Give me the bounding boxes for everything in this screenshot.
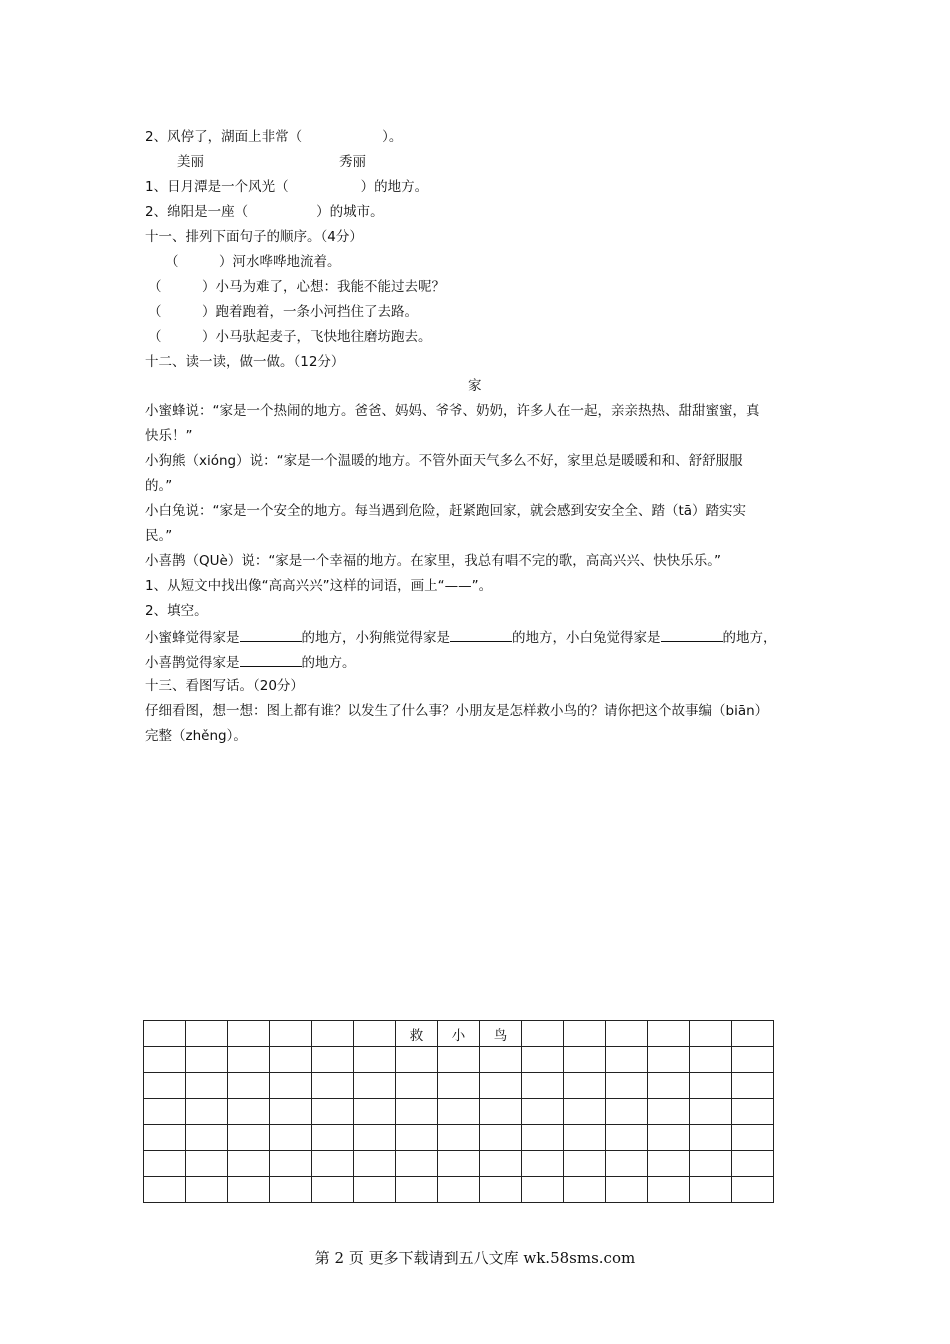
grid-cell[interactable] (270, 1151, 312, 1177)
grid-cell[interactable] (648, 1177, 690, 1203)
grid-cell[interactable] (522, 1047, 564, 1073)
grid-cell[interactable] (270, 1073, 312, 1099)
grid-cell[interactable] (648, 1021, 690, 1047)
grid-cell[interactable] (480, 1099, 522, 1125)
grid-cell[interactable] (690, 1125, 732, 1151)
grid-cell[interactable] (270, 1099, 312, 1125)
grid-cell[interactable] (438, 1177, 480, 1203)
q11-title: 十一、排列下面句子的顺序。（4分） (145, 229, 363, 245)
passage-bee-line2: 快乐！” (145, 428, 193, 444)
grid-cell[interactable] (606, 1073, 648, 1099)
grid-cell[interactable] (186, 1177, 228, 1203)
grid-cell[interactable] (606, 1021, 648, 1047)
q12-task-1: 1、从短文中找出像“高高兴兴”这样的词语，画上“——”。 (145, 578, 493, 594)
grid-cell[interactable] (186, 1073, 228, 1099)
q12-fill-line2 (145, 652, 356, 672)
grid-cell[interactable] (438, 1151, 480, 1177)
fill-bee-label: 小蜜蜂觉得家是 (145, 630, 240, 646)
grid-cell[interactable] (186, 1047, 228, 1073)
grid-cell[interactable] (144, 1073, 186, 1099)
grid-cell[interactable] (690, 1151, 732, 1177)
grid-cell[interactable] (144, 1125, 186, 1151)
grid-cell[interactable] (144, 1021, 186, 1047)
grid-cell[interactable] (144, 1047, 186, 1073)
grid-cell[interactable] (354, 1099, 396, 1125)
grid-cell[interactable] (144, 1177, 186, 1203)
grid-cell[interactable] (186, 1021, 228, 1047)
q10-sentence-1 (145, 178, 428, 196)
grid-title-char-1: 救 (396, 1021, 438, 1047)
grid-cell[interactable] (228, 1047, 270, 1073)
grid-cell[interactable] (522, 1099, 564, 1125)
grid-cell[interactable] (564, 1021, 606, 1047)
grid-title-char-3: 鸟 (480, 1021, 522, 1047)
grid-cell[interactable] (606, 1151, 648, 1177)
grid-cell[interactable] (690, 1177, 732, 1203)
passage-bear-line1: 小狗熊（xióng）说：“家是一个温暖的地方。不管外面天气多么不好，家里总是暖暖和和、舒舒服服 (145, 453, 743, 469)
grid-cell[interactable] (186, 1151, 228, 1177)
q12-task-2: 2、填空。 (145, 603, 208, 619)
grid-cell[interactable] (354, 1073, 396, 1099)
grid-cell[interactable] (270, 1021, 312, 1047)
grid-cell[interactable] (312, 1047, 354, 1073)
page-footer: 第 2 页 更多下载请到五八文库 wk.58sms.com (314, 1249, 636, 1267)
fill-rabbit-label: 的地方，小白兔觉得家是 (512, 630, 661, 646)
grid-cell[interactable] (732, 1125, 774, 1151)
grid-cell[interactable] (522, 1177, 564, 1203)
grid-cell[interactable] (270, 1125, 312, 1151)
grid-cell[interactable] (606, 1047, 648, 1073)
q13-title: 十三、看图写话。（20分） (145, 678, 304, 694)
q11-item-4: （ ）小马驮起麦子，飞快地往磨坊跑去。 (148, 329, 432, 345)
q10-item2-end: ）。 (382, 129, 403, 145)
q12-fill-line1 (145, 627, 777, 647)
grid-row (144, 1047, 774, 1073)
grid-cell[interactable] (522, 1073, 564, 1099)
grid-row (144, 1151, 774, 1177)
passage-title: 家 (468, 378, 482, 394)
grid-cell[interactable] (228, 1099, 270, 1125)
grid-cell[interactable] (312, 1151, 354, 1177)
grid-row (144, 1021, 774, 1047)
grid-cell[interactable] (564, 1047, 606, 1073)
grid-cell[interactable] (354, 1047, 396, 1073)
grid-row (144, 1125, 774, 1151)
fill-magpie-end: 的地方。 (301, 655, 356, 671)
grid-cell[interactable] (396, 1151, 438, 1177)
grid-cell[interactable] (690, 1073, 732, 1099)
grid-cell[interactable] (228, 1021, 270, 1047)
grid-cell[interactable] (564, 1073, 606, 1099)
grid-cell[interactable] (354, 1021, 396, 1047)
grid-cell[interactable] (396, 1177, 438, 1203)
grid-cell[interactable] (690, 1099, 732, 1125)
q10-s1-start: 1、日月潭是一个风光（ (145, 179, 289, 195)
grid-cell[interactable] (480, 1177, 522, 1203)
grid-cell[interactable] (312, 1099, 354, 1125)
grid-cell[interactable] (480, 1125, 522, 1151)
grid-cell[interactable] (312, 1177, 354, 1203)
passage-rabbit-line2: 民。” (145, 528, 173, 544)
grid-cell[interactable] (648, 1047, 690, 1073)
writing-grid (143, 1020, 774, 1203)
grid-cell[interactable] (606, 1099, 648, 1125)
grid-cell[interactable] (564, 1151, 606, 1177)
grid-cell[interactable] (270, 1047, 312, 1073)
q13-instruction-line2: 完整（zhěng）。 (145, 728, 247, 744)
grid-cell[interactable] (186, 1125, 228, 1151)
grid-cell[interactable] (732, 1151, 774, 1177)
grid-cell[interactable] (312, 1125, 354, 1151)
grid-cell[interactable] (438, 1073, 480, 1099)
grid-cell[interactable] (354, 1177, 396, 1203)
grid-cell[interactable] (354, 1151, 396, 1177)
grid-cell[interactable] (564, 1125, 606, 1151)
grid-cell[interactable] (732, 1073, 774, 1099)
q10-s2-end: ）的城市。 (316, 204, 384, 220)
grid-cell[interactable] (480, 1047, 522, 1073)
grid-cell[interactable] (228, 1151, 270, 1177)
q11-item-1: （ ）河水哗哗地流着。 (165, 254, 341, 270)
grid-cell[interactable] (648, 1099, 690, 1125)
q10-item2-start: 2、风停了，湖面上非常（ (145, 129, 303, 145)
q12-title: 十二、读一读，做一做。（12分） (145, 354, 345, 370)
grid-cell[interactable] (564, 1099, 606, 1125)
grid-cell[interactable] (690, 1047, 732, 1073)
grid-cell[interactable] (144, 1151, 186, 1177)
grid-cell[interactable] (522, 1151, 564, 1177)
grid-cell[interactable] (732, 1177, 774, 1203)
fill-blank-bee[interactable] (240, 627, 302, 642)
grid-cell[interactable] (144, 1099, 186, 1125)
grid-cell[interactable] (354, 1125, 396, 1151)
grid-cell[interactable] (648, 1125, 690, 1151)
grid-cell[interactable] (396, 1099, 438, 1125)
q10-word-b: 秀丽 (339, 154, 366, 170)
grid-cell[interactable] (438, 1047, 480, 1073)
grid-cell[interactable] (480, 1151, 522, 1177)
q11-item-2: （ ）小马为难了，心想：我能不能过去呢？ (148, 279, 445, 295)
grid-cell[interactable] (606, 1177, 648, 1203)
grid-cell[interactable] (312, 1021, 354, 1047)
passage-magpie: 小喜鹊（QUè）说：“家是一个幸福的地方。在家里，我总有唱不完的歌，高高兴兴、快快乐乐。” (145, 553, 722, 569)
grid-cell[interactable] (396, 1073, 438, 1099)
grid-cell[interactable] (648, 1073, 690, 1099)
grid-cell[interactable] (312, 1073, 354, 1099)
q13-instruction-line1: 仔细看图，想一想：图上都有谁？以发生了什么事？小朋友是怎样救小鸟的？请你把这个故事编（biān） (145, 703, 769, 719)
grid-cell[interactable] (732, 1021, 774, 1047)
passage-bee-line1: 小蜜蜂说：“家是一个热闹的地方。爸爸、妈妈、爷爷、奶奶，许多人在一起，亲亲热热、甜甜蜜蜜，真 (145, 403, 760, 419)
grid-cell[interactable] (438, 1099, 480, 1125)
grid-cell[interactable] (228, 1177, 270, 1203)
grid-row (144, 1073, 774, 1099)
grid-cell[interactable] (522, 1125, 564, 1151)
grid-cell[interactable] (480, 1073, 522, 1099)
grid-cell[interactable] (648, 1151, 690, 1177)
grid-cell[interactable] (732, 1099, 774, 1125)
grid-cell[interactable] (186, 1099, 228, 1125)
grid-cell[interactable] (396, 1125, 438, 1151)
grid-row (144, 1177, 774, 1203)
q10-s2-start: 2、绵阳是一座（ (145, 204, 249, 220)
fill-blank-magpie[interactable] (240, 652, 302, 667)
fill-end-label: 的地方， (722, 630, 777, 646)
grid-cell[interactable] (396, 1047, 438, 1073)
grid-cell[interactable] (438, 1125, 480, 1151)
fill-blank-bear[interactable] (450, 627, 512, 642)
fill-magpie-label: 小喜鹊觉得家是 (145, 655, 240, 671)
q10-sentence-2 (145, 203, 384, 221)
grid-cell[interactable] (270, 1177, 312, 1203)
passage-rabbit-line1: 小白兔说：“家是一个安全的地方。每当遇到危险，赶紧跑回家，就会感到安安全全、踏（tā）踏实实 (145, 503, 747, 519)
q11-item-3: （ ）跑着跑着，一条小河挡住了去路。 (148, 304, 418, 320)
grid-cell[interactable] (690, 1021, 732, 1047)
grid-cell[interactable] (228, 1073, 270, 1099)
q10-item2 (145, 128, 402, 146)
fill-blank-rabbit[interactable] (661, 627, 723, 642)
q10-s1-end: ）的地方。 (360, 179, 429, 195)
grid-cell[interactable] (732, 1047, 774, 1073)
q10-word-a: 美丽 (177, 154, 204, 170)
grid-cell[interactable] (564, 1177, 606, 1203)
grid-title-char-2: 小 (438, 1021, 480, 1047)
grid-cell[interactable] (606, 1125, 648, 1151)
fill-bear-label: 的地方，小狗熊觉得家是 (301, 630, 450, 646)
grid-row (144, 1099, 774, 1125)
grid-cell[interactable] (228, 1125, 270, 1151)
grid-cell[interactable] (522, 1021, 564, 1047)
passage-bear-line2: 的。” (145, 478, 173, 494)
